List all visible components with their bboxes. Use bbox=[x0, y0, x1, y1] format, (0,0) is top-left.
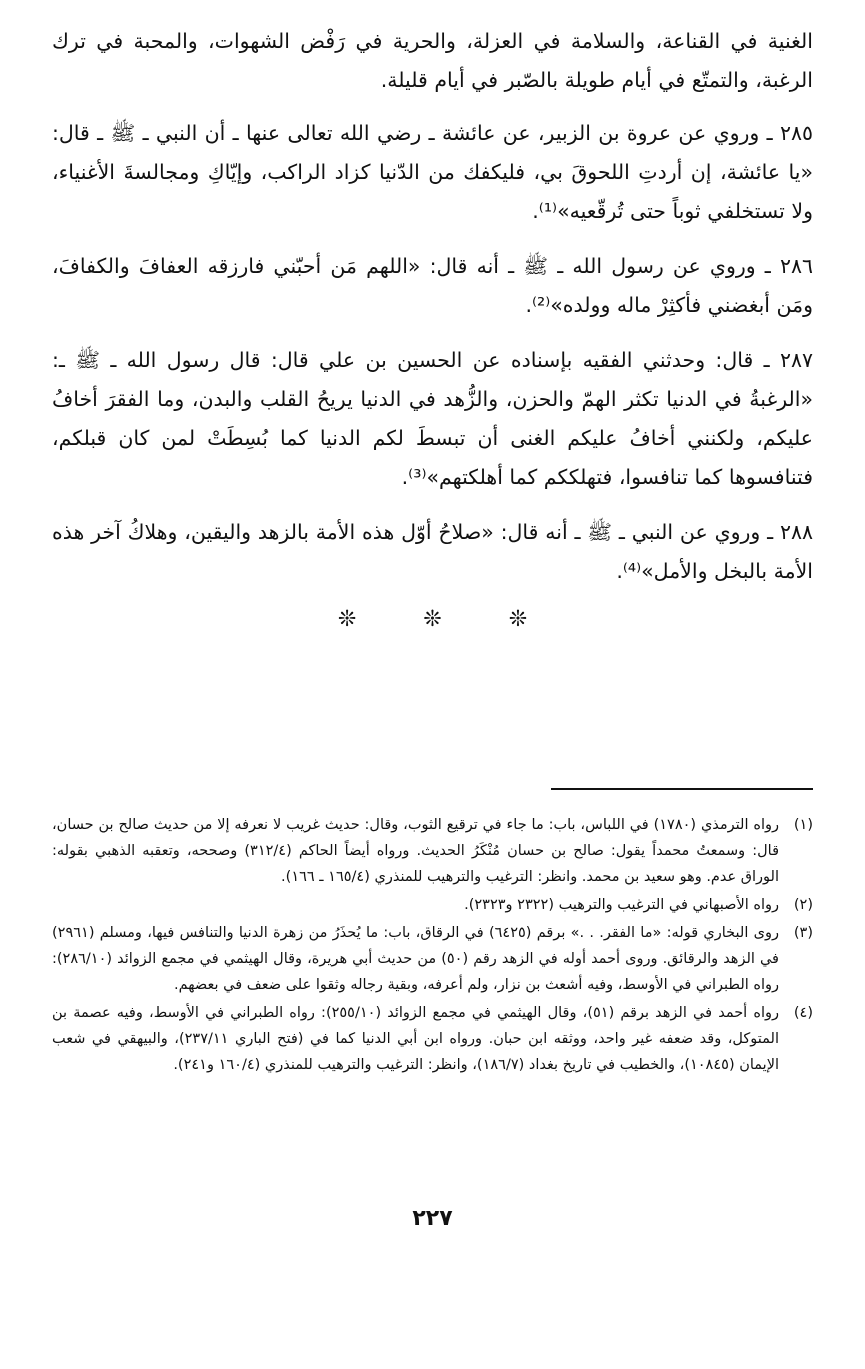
paragraph-hadith-287: ٢٨٧ ـ قال: وحدثني الفقيه بإسناده عن الحسين بن علي قال: قال رسول الله ـ ﷺ ـ: «الرغبةُ في الدنيا تكثر الهمّ والحزن، والزُّهد في الدنيا يريحُ القلب والبدن، وما الفقرَ أخافُ عليكم، ولكنني أخافُ عليكم الغنى أن تبسطَ لكم الدنيا كما بُسِطَتْ لمن كان قبلكم، فتنافسوها كما تنافسوا، فتهلككم كما أهلكتهم»⁽³⁾. bbox=[52, 348, 813, 489]
page-number: ٢٢٧ bbox=[412, 1206, 453, 1231]
footnotes bbox=[52, 812, 813, 1080]
paragraph-hadith-285: ٢٨٥ ـ وروي عن عروة بن الزبير، عن عائشة ـ رضي الله تعالى عنها ـ أن النبي ـ ﷺ ـ قال: «يا عائشة، إن أردتِ اللحوقَ بي، فليكفك من الدّنيا كزاد الراكب، وإيّاكِ ومجالسةَ الأغنياء، ولا تستخلفي ثوباً حتى تُرقّعيه»⁽¹⁾. bbox=[52, 121, 813, 223]
footnote-text: رواه الأصبهاني في الترغيب والترهيب (٢٣٢٢ و٢٣٢٣). bbox=[464, 897, 779, 913]
paragraph-hadith-286: ٢٨٦ ـ وروي عن رسول الله ـ ﷺ ـ أنه قال: «اللهم مَن أحبّني فارزقه العفافَ والكفافَ، ومَن أبغضني فأكثِرْ ماله وولده»⁽²⁾. bbox=[52, 254, 813, 317]
footnote-text: رواه أحمد في الزهد برقم (٥١)، وقال الهيثمي في مجمع الزوائد (٢٥٥/١٠): رواه الطبراني في الأوسط، وفيه عصمة بن المتوكل، وقد ضعفه غير واحد، ووثقه ابن حبان. ورواه ابن أبي الدنيا كما في (فتح الباري ٢٣٧/١١)، والبيهقي في شعب الإيمان (١٠٨٤٥)، والخطيب في تاريخ بغداد (١٨٦/٧)، وانظر: الترغيب والترهيب للمنذري (١٦٠/٤ و٢٤١). bbox=[52, 1005, 779, 1073]
footnote-divider bbox=[551, 788, 813, 790]
main-text bbox=[52, 22, 813, 632]
footnote-number: (٣) bbox=[793, 925, 813, 941]
paragraph-hadith-288: ٢٨٨ ـ وروي عن النبي ـ ﷺ ـ أنه قال: «صلاحُ أوّل هذه الأمة بالزهد واليقين، وهلاكُ آخر هذه الأمة بالبخل والأمل»⁽⁴⁾. bbox=[52, 520, 813, 583]
footnote-number: (٢) bbox=[793, 897, 813, 913]
footnote-3 bbox=[52, 920, 813, 998]
footnote-1 bbox=[52, 812, 813, 890]
footnote-number: (٤) bbox=[793, 1005, 813, 1021]
footnote-number: (١) bbox=[793, 817, 813, 833]
footnote-2 bbox=[52, 892, 813, 918]
footnote-text: روى البخاري قوله: «ما الفقر. . .» برقم (٦٤٢٥) في الرقاق، باب: ما يُحذَرُ من زهرة الدنيا والتنافس فيها، ومسلم (٢٩٦١) في الزهد والرقائق. وروى أحمد أوله في الزهد رقم (٥٠) من حديث أبي هريرة، وقال الهيثمي في مجمع الزوائد (٢٨٦/١٠): رواه الطبراني في الأوسط، وفيه أشعث بن نزار، ولم أعرفه، وبقية رجاله وثقوا على ضعف في بعضهم. bbox=[52, 925, 779, 993]
footnote-text: رواه الترمذي (١٧٨٠) في اللباس، باب: ما جاء في ترقيع الثوب، وقال: حديث غريب لا نعرفه إلا من حديث صالح بن حسان، قال: وسمعتُ محمداً يقول: صالح بن حسان مُنْكَرُ الحديث. ورواه أيضاً الحاكم (٣١٢/٤) وصححه، وتعقبه الذهبي بقوله: الوراق عدم. وهو سعيد بن محمد. وانظر: الترغيب والترهيب للمنذري (١٦٥/٤ ـ ١٦٦). bbox=[52, 817, 779, 885]
section-separator: ❊ ❊ ❊ bbox=[337, 607, 558, 632]
paragraph-intro: الغنية في القناعة، والسلامة في العزلة، والحرية في رَفْض الشهوات، والمحبة في ترك الرغبة، والتمتّع في أيام طويلة بالصّبر في أيام قليلة. bbox=[52, 29, 813, 92]
footnote-4 bbox=[52, 1000, 813, 1078]
